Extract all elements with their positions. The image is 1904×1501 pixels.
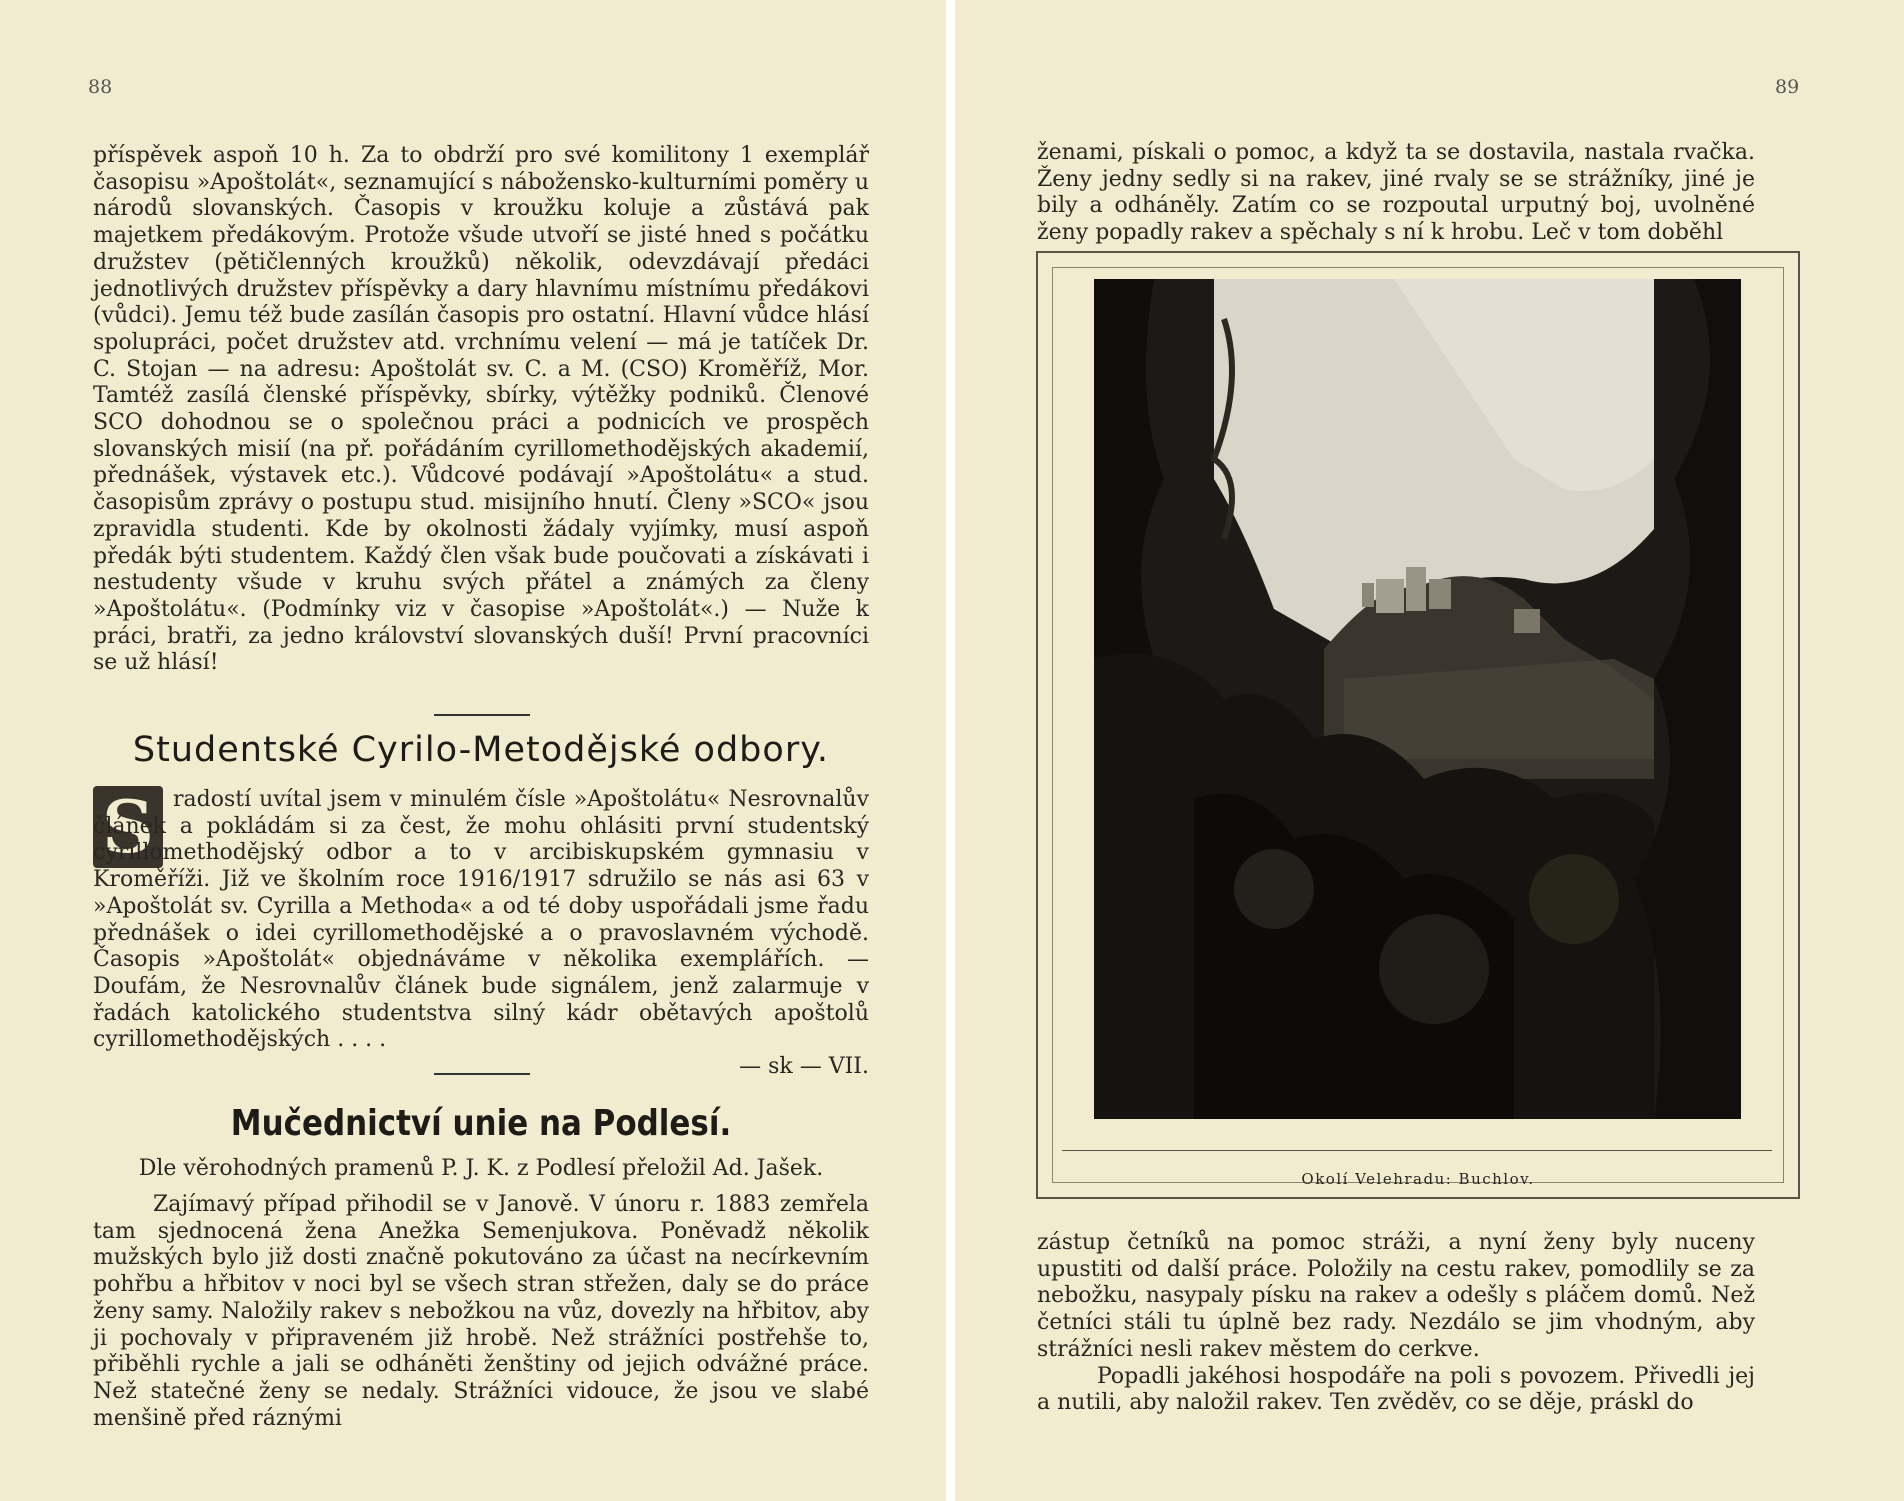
right-bottom-paragraph-2: Popadli jakéhosi hospodáře na poli s povozem. Přivedli jej a nutili, aby naložil rakev. Ten zvěděv, co se děje, práskl do xyxy=(1037,1363,1755,1416)
section2-subtitle: Dle věrohodných pramenů P. J. K. z Podlesí přeložil Ad. Jašek. xyxy=(138,1156,824,1181)
right-top-paragraph: ženami, pískali o pomoc, a když ta se dostavila, nastala rvačka. Ženy jedny sedly si na rakev, jiné rvaly se se strážníky, jiné je bily a odháněly. Zatím co se rozpoutal urputný boj, uvolněné ženy popadly rakev a spěchaly s ní k hrobu. Leč v tom doběhl xyxy=(1037,140,1755,246)
continued-paragraph: příspěvek aspoň 10 h. Za to obdrží pro své komilitony 1 exemplář časopisu »Apoštolát«, seznamující s nábožensko-kulturními poměry u národů slovanských. Časopis v kroužku koluje a zůstává pak majetkem předákovým. Protože všude utvoří se jisté hned s počátku družstev (pětičlenných kroužků) několik, odevzdávají předáci jednotlivých družstev příspěvky a dary hlavnímu místnímu předákovi (vůdci). Jemu též bude zasílán časopis pro ostatní. Hlavní vůdce hlásí spolupráci, počet družstev atd. vrchnímu velení — má je tatíček Dr. C. Stojan — na adresu: Apoštolát sv. C. a M. (CSO) Kroměříž, Mor. Tamtéž zasílá členské příspěvky, sbírky, výtěžky podniků. Členové SCO dohodnou se o společnou práci a podnicích ve prospěch slovanských misií (na př. pořádáním cyrillomethodějských akademií, přednášek, výstavek etc.). Vůdcové podávají »Apoštolátu« a stud. časopisům zprávy o postupu stud. misijního hnutí. Členy »SCO« jsou zpravidla studenti. Kde by okolnosti žádaly vyjímky, musí aspoň předák býti studentem. Každý člen však bude poučovati a získávati i nestudenty všude v kruhu svých přátel a známých za členy »Apoštolátu«. (Podmínky viz v časopise »Apoštolát«.) — Nuže k práci, bratři, za jedno království slovanských duší! První pracovníci se už hlásí! xyxy=(93,143,869,676)
continued-paragraph-block xyxy=(93,143,869,677)
section1-signature: — sk — VII. xyxy=(739,1054,869,1080)
section-divider-2 xyxy=(434,1073,530,1075)
section-title-mucednictvi: Mučednictví unie na Podlesí. xyxy=(230,1103,732,1144)
section2-body-block xyxy=(93,1192,869,1432)
section1-body: radostí uvítal jsem v minulém čísle »Apoštolátu« Nesrovnalův článek a pokládám si za čest, že mohu ohlásiti první studentský cyrillomethodějský odbor a to v arcibiskupském gymnasiu v Kroměříži. Již ve školním roce 1916/1917 sdružilo se nás asi 63 v »Apoštolát sv. Cyrilla a Methoda« a od té doby uspořádali jsme řadu přednášek o idei cyrillomethodějské a o pravoslavném východě. Časopis »Apoštolát« objednáváme v několika exemplářích. — Doufám, že Nesrovnalův článek bude signálem, jenž zalarmuje v řadách katolického studentstva silný kádr obětavých apoštolů cyrillomethodějských . . . . xyxy=(93,787,869,1053)
right-bottom-paragraph-block xyxy=(1037,1230,1755,1417)
section-title-cyrilo-metodejske: Studentské Cyrilo-Metodějské odbory. xyxy=(132,730,830,770)
right-bottom-paragraph-1: zástup četníků na pomoc stráži, a nyní ženy byly nuceny upustiti od další práce. Položily na cestu rakev, pomodlily se za nebožku, nasypaly písku na rakev a odešly s pláčem domů. Než četníci stáli tu úplně bez rady. Nezdálo se jim vhodným, aby strážníci nesli rakev městem do cerkve. xyxy=(1037,1230,1755,1362)
section2-body: Zajímavý případ přihodil se v Janově. V únoru r. 1883 zemřela tam sjednocená žena Anežka Semenjukova. Poněvadž několik mužských bylo již dosti značně pokutováno za účast na necírkevním pohřbu a hřbitov v noci byl se všech stran střežen, daly se do práce ženy samy. Naložily rakev s nebožkou na vůz, dovezly na hřbitov, aby ji pochovaly v připraveném již hrobě. Než strážníci postřehše to, přiběhli rychle a jali se odháněti ženštiny od jejich odvážné práce. Než statečné ženy se nedaly. Strážníci vidouce, že jsou ve slabé menšině před ráznými xyxy=(93,1192,869,1431)
caption-divider xyxy=(1062,1150,1772,1151)
left-page xyxy=(0,0,946,1501)
page-number-left: 88 xyxy=(88,76,113,98)
book-gutter xyxy=(946,0,955,1501)
photo-caption: Okolí Velehradu: Buchlov. xyxy=(1301,1170,1535,1188)
dropcap-letter: S xyxy=(93,786,163,868)
section1-body-block xyxy=(93,787,869,1081)
right-top-paragraph-block xyxy=(1037,140,1755,247)
page-number-right: 89 xyxy=(1775,76,1800,98)
section-divider xyxy=(434,714,530,716)
section2-subtitle-block xyxy=(93,1156,869,1183)
castle-landscape-photo xyxy=(1094,279,1741,1119)
